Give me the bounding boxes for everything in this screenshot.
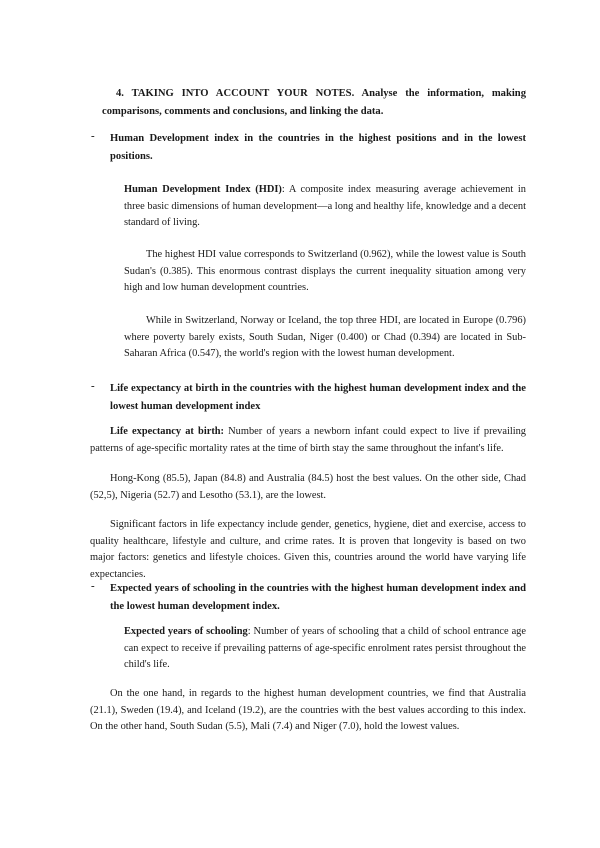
bullet-dash: - (91, 130, 95, 142)
definition-hdi (124, 182, 526, 232)
definition-term: Human Development Index (HDI) (124, 184, 282, 195)
bullet-dash: - (91, 380, 95, 392)
definition-term: Life expectancy at birth: (110, 426, 225, 437)
paragraph-life-expectancy-1: Hong-Kong (85.5), Japan (84.8) and Australia (84.5) host the best values. On the other side, Chad (52,5), Nigeria (52.7) and Lesotho (53.1), are the lowest. (90, 473, 526, 501)
definition-life-expectancy (90, 424, 526, 457)
section-heading (102, 85, 526, 120)
paragraph-hdi-1: The highest HDI value corresponds to Switzerland (0.962), while the lowest value is South Sudan's (0.385). This enormous contrast displays the current inequality situation among very high and low human development countries. (124, 249, 526, 293)
definition-schooling (124, 624, 526, 674)
bullet-dash: - (91, 580, 95, 592)
bullet-title-life-expectancy: Life expectancy at birth in the countries with the highest human development index and the lowest human development index (110, 383, 526, 412)
definition-term: Expected years of schooling (124, 626, 248, 637)
section-heading-text: 4. TAKING INTO ACCOUNT YOUR NOTES. Analyse the information, making comparisons, comments and conclusions, and linking the data. (102, 88, 526, 117)
paragraph-schooling-1: On the one hand, in regards to the highest human development countries, we find that Australia (21.1), Sweden (19.4), and Iceland (19.2), are the countries with the best values according to this index. On the other hand, South Sudan (5.5), Mali (7.4) and Niger (7.0), hold the lowest values. (90, 688, 526, 732)
definition-text: : A composite index measuring average achievement in three basic dimensions of human development—a long and healthy life, knowledge and a decent standard of living. (124, 184, 526, 228)
definition-text: Number of years a newborn infant could expect to live if prevailing patterns of age-specific mortality rates at the time of birth stay the same throughout the infant's life. (90, 426, 526, 454)
paragraph-hdi-2: While in Switzerland, Norway or Iceland, the top three HDI, are located in Europe (0.796) where poverty barely exists, South Sudan, Niger (0.400) or Chad (0.394) are located in Sub-Saharan Africa (0.547), the world's region with the lowest human development. (124, 315, 526, 359)
definition-text: : Number of years of schooling that a child of school entrance age can expect to receive if prevailing patterns of age-specific enrolment rates persist throughout the child's life. (124, 626, 526, 670)
bullet-title-schooling: Expected years of schooling in the countries with the highest human development index and the lowest human development index. (110, 583, 526, 612)
bullet-title-hdi: Human Development index in the countries in the highest positions and in the lowest positions. (110, 133, 526, 162)
paragraph-life-expectancy-2: Significant factors in life expectancy include gender, genetics, hygiene, diet and exercise, access to quality healthcare, lifestyle and culture, and crime rates. It is proven that longevity is based on two major factors: genetics and lifestyle choices. Given this, countries around the world have varying life expectancies. (90, 519, 526, 580)
